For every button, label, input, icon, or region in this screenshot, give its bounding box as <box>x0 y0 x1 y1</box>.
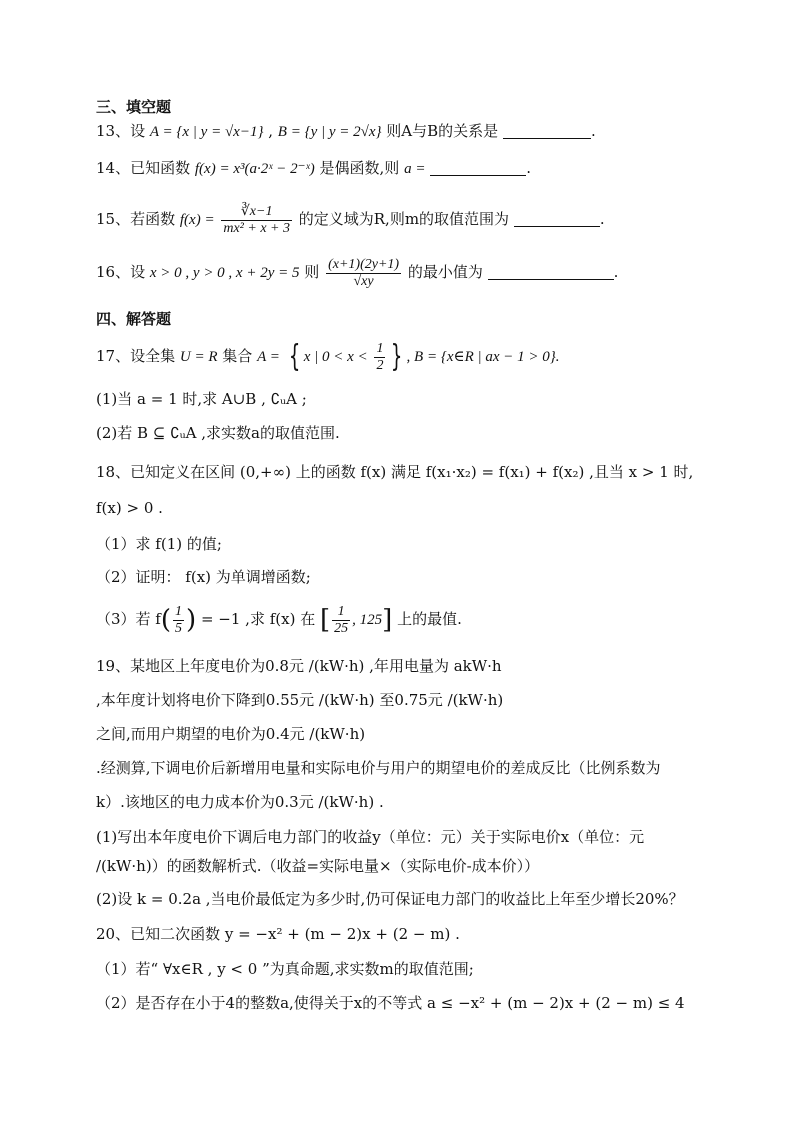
q18-fifth-num: 1 <box>175 603 183 619</box>
q16-condition: x > 0 , y > 0 , x + 2y = 5 <box>149 265 300 281</box>
q19-line-5: k）.该地区的电力成本价为0.3元 /(kW·h) . <box>96 793 384 811</box>
q16-text: 的最小值为 <box>407 263 483 281</box>
q14-expr: f(x) = x³(a·2ˣ − 2⁻ˣ) <box>194 161 315 177</box>
q15-lhs: f(x) = <box>179 212 215 228</box>
q19-line-2: ,本年度计划将电价下降到0.55元 /(kW·h) 至0.75元 /(kW·h) <box>96 691 504 709</box>
q13-text: 则A与B的关系是 <box>386 122 499 140</box>
q20-part-2: （2）是否存在小于4的整数a,使得关于x的不等式 a ≤ −x² + (m − 2)x + (2 − m) ≤ 4 <box>96 994 685 1012</box>
q19-line-1: 19、某地区上年度电价为0.8元 /(kW·h) ,年用电量为 akW·h <box>96 657 502 675</box>
q18-right-bracket: ] <box>382 605 393 635</box>
q18-interval-end: , 125 <box>352 612 383 628</box>
q18-line-1: 18、已知定义在区间 (0,+∞) 上的函数 f(x) 满足 f(x₁·x₂) = f(x₁) + f(x₂) ,且当 x > 1 时, <box>96 463 694 481</box>
q16-fraction <box>326 257 401 290</box>
q18-part-1: （1）求 f(1) 的值; <box>96 535 222 553</box>
q16-label: 16、设 <box>96 263 146 281</box>
q13-set-a: A = {x | y = √x−1} <box>149 124 264 140</box>
q17-left-brace: { <box>288 339 300 374</box>
q13-comma: , <box>263 122 278 140</box>
q13-set-b: B = {y | y = 2√x} <box>277 124 382 140</box>
q17-part-2: (2)若 B ⊆ ∁ᵤA ,求实数a的取值范围. <box>96 424 340 442</box>
q18-p3-end: 上的最值. <box>397 610 462 628</box>
q18-interval-den: 25 <box>334 620 349 636</box>
q16-fraction-denominator: √xy <box>353 273 374 289</box>
q18-left-paren: ( <box>160 605 172 635</box>
q17-part-1: (1)当 a = 1 时,求 A∪B , ∁ᵤA ; <box>96 390 307 408</box>
q16-fraction-numerator: (x+1)(2y+1) <box>328 256 400 272</box>
q17-set-word: 集合 <box>222 347 253 365</box>
question-17 <box>96 338 560 375</box>
q18-fifth-fraction <box>173 604 184 637</box>
question-13: 13、设 A = {x | y = √x−1} , B = {y | y = 2√x} 则A与B的关系是 . <box>96 122 596 140</box>
q17-a-body: x | 0 < x < <box>303 349 368 365</box>
q18-interval-fraction <box>332 604 350 637</box>
q19-line-3: 之间,而用户期望的电价为0.4元 /(kW·h) <box>96 725 366 743</box>
q18-right-paren: ) <box>186 605 197 635</box>
q17-half-den: 2 <box>376 357 384 373</box>
question-14: 14、已知函数 f(x) = x³(a·2ˣ − 2⁻ˣ) 是偶函数,则 a = . <box>96 159 531 177</box>
q15-text: 的定义域为R,则m的取值范围为 <box>298 210 510 228</box>
q19-part-1a: (1)写出本年度电价下调后电力部门的收益y（单位：元）关于实际电价x（单位：元 <box>96 828 645 846</box>
q13-answer-blank[interactable] <box>503 122 591 139</box>
q18-p3-prefix: （3）若 f <box>96 610 161 628</box>
q19-part-1b: /(kW·h)）的函数解析式.（收益=实际电量×（实际电价-成本价）） <box>96 857 540 875</box>
q16-then: 则 <box>304 263 320 281</box>
q18-line-2: f(x) > 0 . <box>96 499 163 517</box>
q19-part-2: (2)设 k = 0.2a ,当电价最低定为多少时,仍可保证电力部门的收益比上年至少增长20%？ <box>96 890 684 908</box>
q18-interval-num: 1 <box>337 603 345 619</box>
q17-label: 17、设全集 <box>96 347 176 365</box>
q15-fraction-numerator: ∛x−1 <box>240 203 273 219</box>
q20-part-1: （1）若“ ∀x∈R , y < 0 ”为真命题,求实数m的取值范围; <box>96 960 474 978</box>
q17-half-num: 1 <box>376 340 384 356</box>
q15-fraction <box>221 204 292 237</box>
section-title-fill-in: 三、填空题 <box>96 98 172 116</box>
q17-a-prefix: A = <box>257 349 280 365</box>
q20-line-1: 20、已知二次函数 y = −x² + (m − 2)x + (2 − m) . <box>96 925 460 943</box>
q14-text: 是偶函数,则 <box>319 159 400 177</box>
q17-half-fraction <box>374 341 385 374</box>
q15-label: 15、若函数 <box>96 210 176 228</box>
q18-part-3 <box>96 599 462 640</box>
q16-answer-blank[interactable] <box>488 263 614 280</box>
q14-label: 14、已知函数 <box>96 159 191 177</box>
q18-part-2: （2）证明： f(x) 为单调增函数; <box>96 568 311 586</box>
q14-ans-var: a = <box>404 161 426 177</box>
q15-answer-blank[interactable] <box>514 210 600 227</box>
q14-answer-blank[interactable] <box>430 159 526 176</box>
q19-line-4: .经测算,下调电价后新增用电量和实际电价与用户的期望电价的差成反比（比例系数为 <box>96 759 661 777</box>
q13-label: 13、设 <box>96 122 146 140</box>
section-title-answer: 四、解答题 <box>96 310 172 328</box>
q18-left-bracket: [ <box>320 605 331 635</box>
q17-right-brace: } <box>391 339 403 374</box>
q17-set-b: , B = {x∈R | ax − 1 > 0}. <box>406 349 560 365</box>
question-16: 16、设 x > 0 , y > 0 , x + 2y = 5 则 $\frac{(x+1)(2y+1)}{√xy}$ 的最小值为 . <box>96 256 619 289</box>
question-15: 15、若函数 f(x) = $\frac{∛x-1}{\text{mx² + x + 3}}$ 的定义域为R,则m的取值范围为 . <box>96 203 605 236</box>
q18-p3-mid: = −1 ,求 f(x) 在 <box>200 610 316 628</box>
q18-fifth-den: 5 <box>175 620 183 636</box>
q17-universal-set: U = R <box>179 349 218 365</box>
q15-fraction-denominator: mx² + x + 3 <box>223 220 290 236</box>
